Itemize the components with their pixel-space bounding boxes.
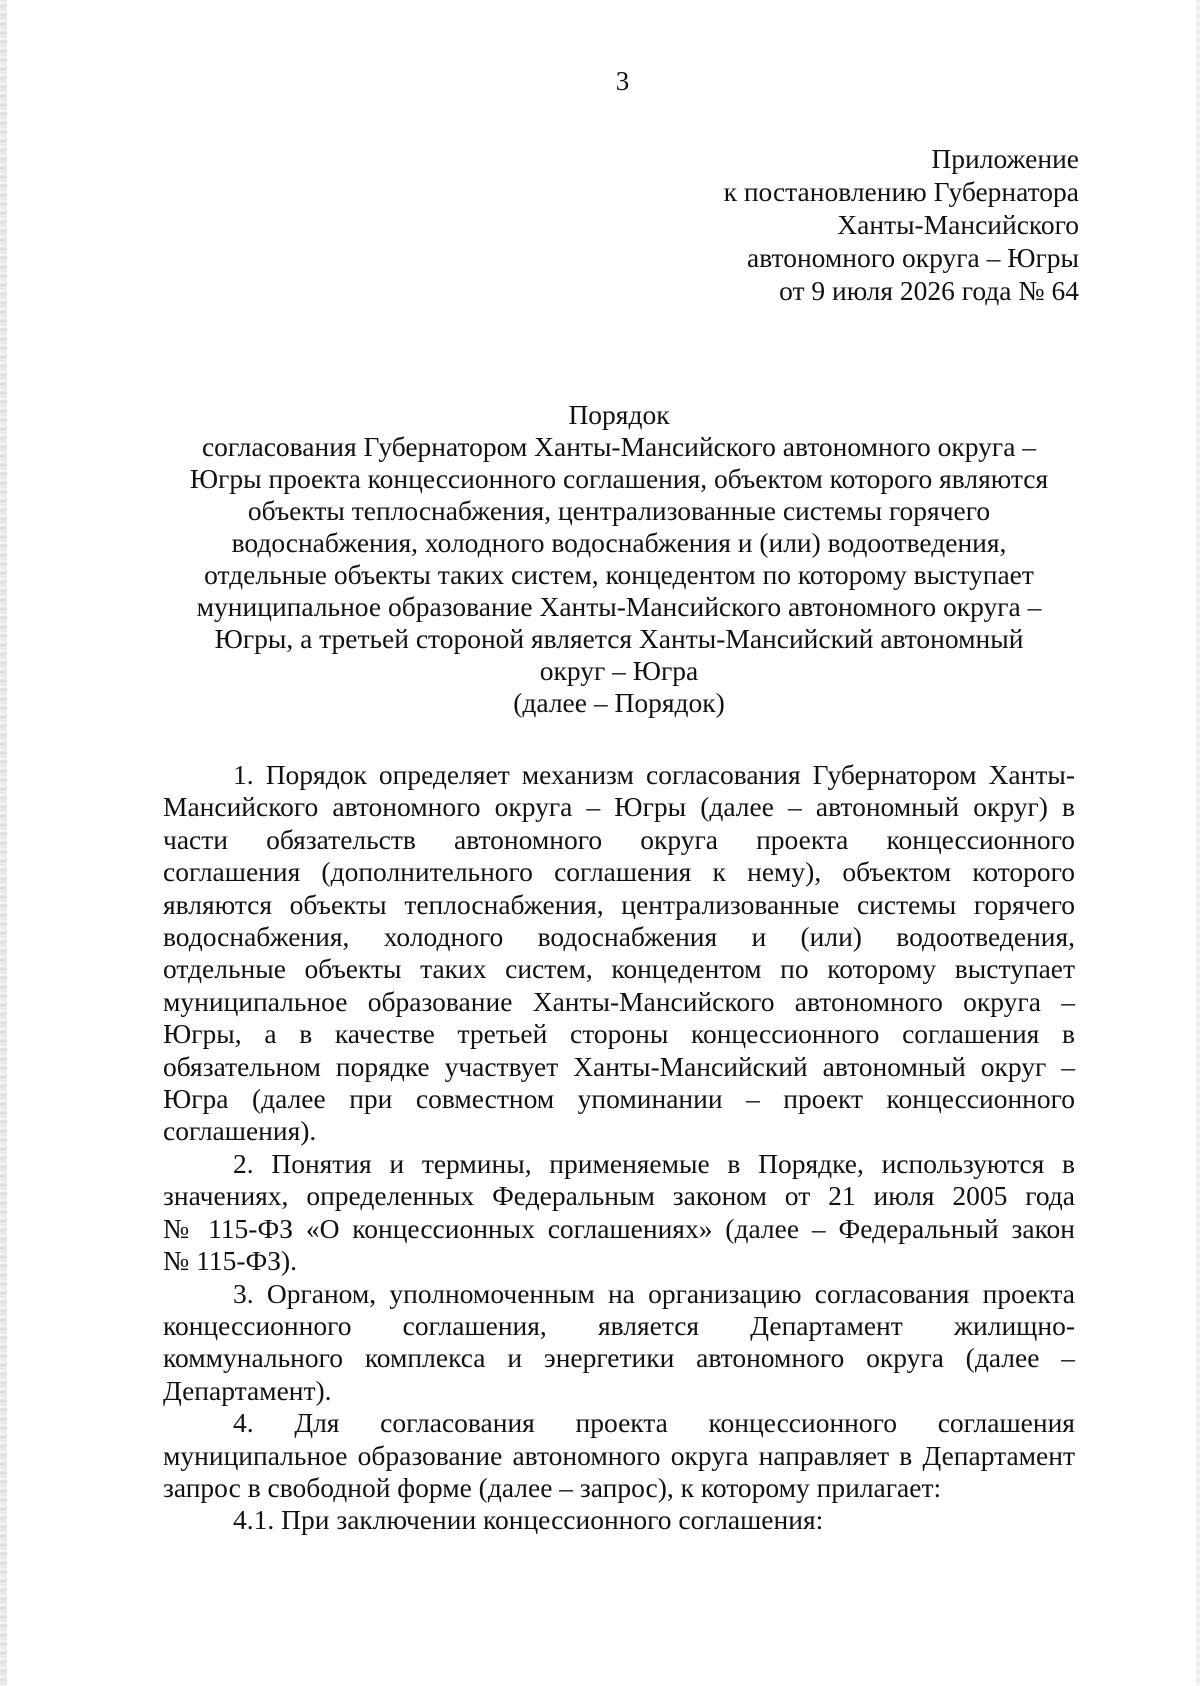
page-number: 3 [615,66,630,96]
title-line: муниципальное образование Ханты-Мансийского автономного округа – [196,591,1042,622]
text-line: 2. Понятия и термины, применяемые в Порядке, используются в [233,1147,1075,1179]
appendix-header [724,142,1079,307]
text-line: № 115-ФЗ). [163,1245,298,1277]
text-line: значениях, определенных Федеральным законом от 21 июля 2005 года [163,1180,1075,1212]
text-line: коммунального комплекса и энергетики автономного округа (далее – [163,1342,1075,1374]
appendix-line: автономного округа – Югры [747,242,1079,273]
appendix-line: Приложение [931,143,1079,174]
text-line: муниципальное образование Ханты-Мансийского автономного округа – [163,985,1075,1017]
text-line: 3. Органом, уполномоченным на организацию согласования проекта [233,1277,1075,1309]
text-line: обязательном порядке участвует Ханты-Мансийский автономный округ – [163,1050,1075,1082]
paragraph-1 [163,759,1075,1148]
text-line: соглашения (дополнительного соглашения к нему), объектом которого [163,856,1075,888]
title-line: (далее – Порядок) [513,687,725,718]
document-body [163,759,1075,1537]
paragraph-2 [163,1148,1075,1278]
text-line: Югра (далее при совместном упоминании – проект концессионного [163,1083,1075,1115]
text-line: отдельные объекты таких систем, концедентом по которому выступает [163,953,1075,985]
text-line: Югры, а в качестве третьей стороны концессионного соглашения в [163,1018,1075,1050]
paragraph-4-1 [163,1504,1075,1536]
text-line: Мансийского автономного округа – Югры (далее – автономный округ) в [163,791,1075,823]
title-line: округ – Югра [539,655,699,686]
text-line: водоснабжения, холодного водоснабжения и (или) водоотведения, [163,921,1075,953]
text-line: являются объекты теплоснабжения, централизованные системы горячего [163,888,1075,920]
text-line: 1. Порядок определяет механизм согласования Губернатором Ханты- [233,759,1075,790]
text-line: части обязательств автономного округа проекта концессионного [163,823,1075,855]
scan-edge-left [0,0,7,1686]
appendix-line: от 9 июля 2026 года № 64 [779,275,1079,306]
document-title [160,399,1078,719]
paragraph-4 [163,1407,1075,1504]
title-line: согласования Губернатором Ханты-Мансийского автономного округа – [201,431,1037,462]
text-line: запрос в свободной форме (далее – запрос), к которому прилагает: [163,1471,942,1503]
paragraph-3 [163,1278,1075,1408]
scan-edge-right [1196,0,1200,1686]
text-line: концессионного соглашения, является Департамент жилищно- [163,1309,1075,1341]
text-line: 4. Для согласования проекта концессионного соглашения [233,1407,1075,1439]
title-line: Югры проекта концессионного соглашения, объектом которого являются [189,463,1049,494]
appendix-line: Ханты-Мансийского [837,209,1079,240]
title-line: объекты теплоснабжения, централизованные системы горячего [247,495,991,526]
text-line: соглашения). [163,1115,317,1147]
text-line: муниципальное образование автономного округа направляет в Департамент [163,1439,1075,1471]
title-line: Югры, а третьей стороной является Ханты-Мансийский автономный [214,623,1024,654]
text-line: 4.1. При заключении концессионного соглашения: [233,1504,824,1536]
appendix-line: к постановлению Губернатора [723,176,1079,207]
text-line: № 115-ФЗ «О концессионных соглашениях» (далее – Федеральный закон [163,1212,1075,1244]
text-line: Департамент). [163,1374,332,1406]
title-line: Порядок [568,399,670,430]
title-line: отдельные объекты таких систем, концедентом по которому выступает [204,559,1034,590]
title-line: водоснабжения, холодного водоснабжения и (или) водоотведения, [231,527,1007,558]
